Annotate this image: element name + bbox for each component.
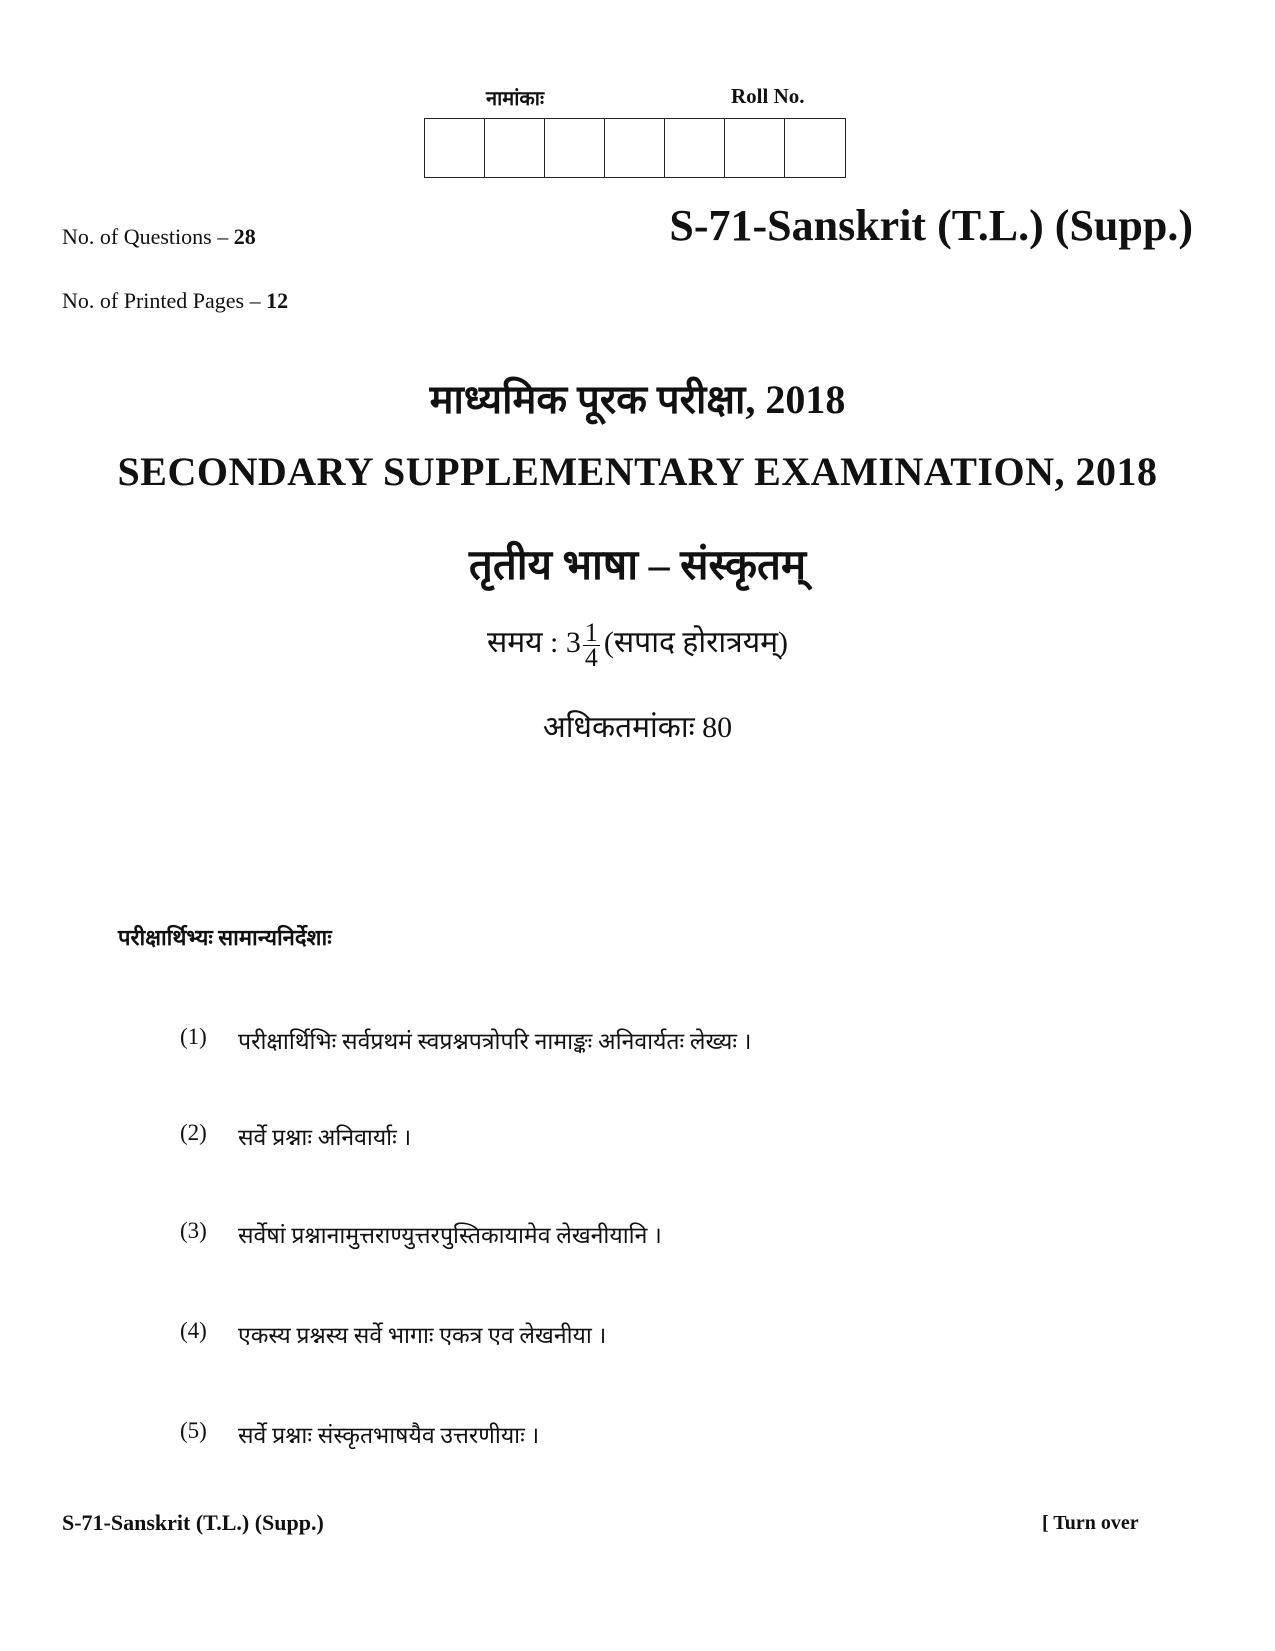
roll-digit-box — [785, 119, 845, 177]
pages-value: 12 — [266, 288, 289, 313]
roll-digit-box — [425, 119, 485, 177]
roll-digit-box — [665, 119, 725, 177]
roll-digit-box — [605, 119, 665, 177]
instruction-item — [180, 1218, 662, 1250]
turn-over-note: [ Turn over — [1042, 1512, 1139, 1534]
instruction-number: (3) — [180, 1218, 207, 1243]
instructions-heading: परीक्षार्थिभ्यः सामान्यनिर्देशाः — [118, 925, 332, 950]
instruction-text: एकस्य प्रश्नस्य सर्वे भागाः एकत्र एव लेखनीया । — [238, 1323, 607, 1348]
time-fraction — [583, 617, 600, 672]
roll-digit-box — [725, 119, 785, 177]
pages-count — [62, 288, 288, 314]
questions-value: 28 — [233, 224, 256, 249]
instruction-item — [180, 1318, 606, 1350]
questions-count — [62, 224, 256, 250]
instruction-number: (5) — [180, 1418, 207, 1443]
max-marks: अधिकतमांकाः 80 — [542, 711, 733, 744]
instruction-number: (1) — [180, 1024, 207, 1049]
instruction-text: सर्वे प्रश्नाः संस्कृतभाषयैव उत्तरणीयाः । — [238, 1423, 540, 1448]
instruction-text: परीक्षार्थिभिः सर्वप्रथमं स्वप्रश्नपत्रोपरि नामाङ्कः अनिवार्यतः लेख्यः । — [238, 1029, 752, 1054]
time-duration — [0, 617, 1275, 672]
roll-label-english: Roll No. — [731, 84, 805, 108]
roll-number-boxes — [424, 118, 846, 178]
instruction-item — [180, 1418, 539, 1450]
paper-code-title: S-71-Sanskrit (T.L.) (Supp.) — [669, 201, 1193, 250]
instruction-text: सर्वे प्रश्नाः अनिवार्याः । — [238, 1125, 412, 1150]
footer-paper-code: S-71-Sanskrit (T.L.) (Supp.) — [62, 1510, 324, 1535]
instruction-number: (4) — [180, 1318, 207, 1343]
fraction-denominator: 4 — [584, 642, 598, 672]
roll-label-hindi: नामांकाः — [486, 88, 544, 110]
fraction-numerator: 1 — [584, 617, 598, 647]
instruction-item — [180, 1120, 411, 1152]
instruction-item — [180, 1024, 751, 1056]
time-suffix: (सपाद होरात्रयम्) — [603, 626, 789, 659]
exam-title-english: SECONDARY SUPPLEMENTARY EXAMINATION, 2018 — [117, 449, 1158, 494]
time-label: समय : 3 — [486, 626, 581, 659]
questions-label: No. of Questions – — [62, 224, 234, 249]
instruction-text: सर्वेषां प्रश्नानामुत्तराण्युत्तरपुस्तिकायामेव लेखनीयानि । — [238, 1223, 662, 1248]
roll-digit-box — [545, 119, 605, 177]
roll-digit-box — [485, 119, 545, 177]
instruction-number: (2) — [180, 1120, 207, 1145]
subject-title: तृतीय भाषा – संस्कृतम् — [468, 543, 807, 589]
exam-title-hindi: माध्यमिक पूरक परीक्षा, 2018 — [429, 377, 846, 422]
pages-label: No. of Printed Pages – — [62, 288, 267, 313]
